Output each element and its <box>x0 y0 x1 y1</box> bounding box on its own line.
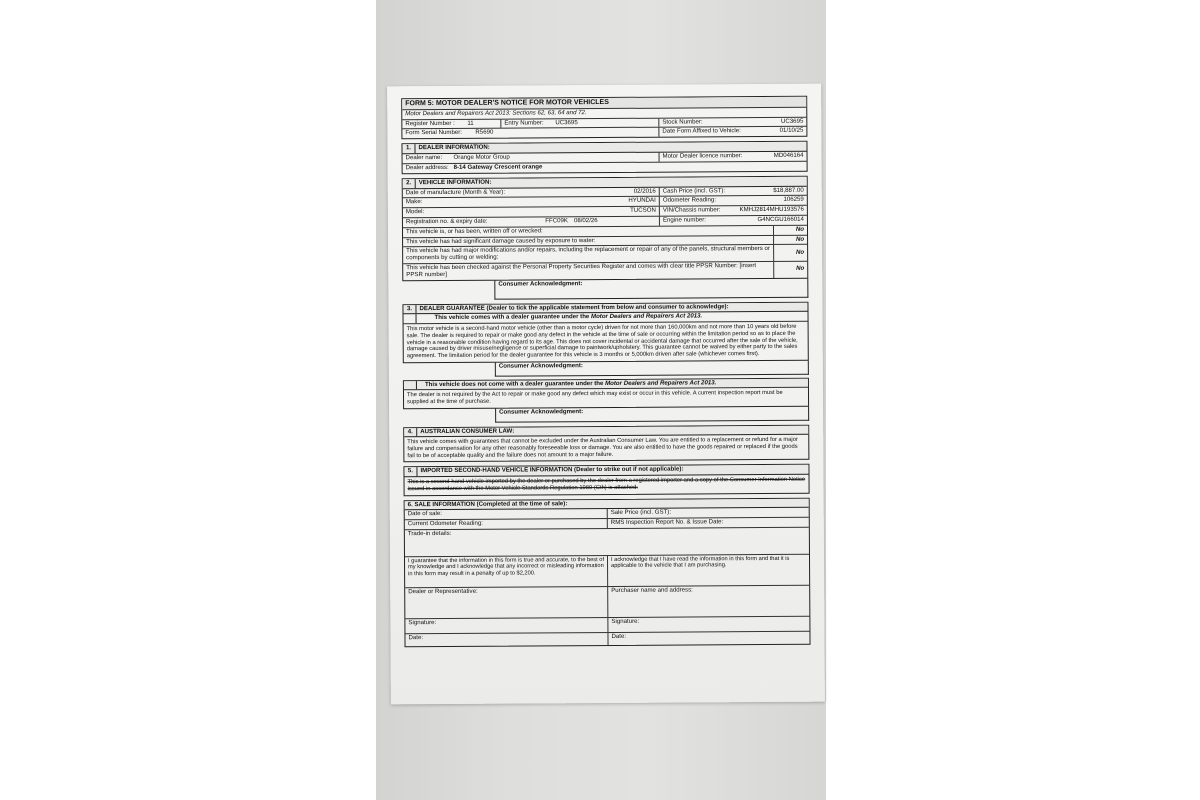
vin-value: KMHJ2814MHU193576 <box>739 205 804 214</box>
dealer-signature-label: Signature: <box>408 619 437 627</box>
guarantee-option2-ack-label: Consumer Acknowledgment: <box>495 406 809 422</box>
question-row-text: This vehicle has had significant damage caused by exposure to water: <box>406 236 596 245</box>
manufacture-label: Date of manufacture (Month & Year): <box>405 188 506 196</box>
dealer-name-label: Dealer name: <box>405 154 443 162</box>
sale-section <box>404 497 811 647</box>
imported-section-number: 5. <box>404 468 417 477</box>
form-header <box>401 96 807 140</box>
acl-section-title: AUSTRALIAN CONSUMER LAW: <box>420 427 515 435</box>
serial-value: R5690 <box>475 129 494 137</box>
dealer-notice-form <box>401 96 810 647</box>
make-label: Make: <box>405 198 423 206</box>
dealer-address-label: Dealer address: <box>405 163 449 172</box>
imported-section <box>403 464 809 496</box>
model-value: TUCSON <box>630 206 656 214</box>
dealer-date-label: Date: <box>408 634 424 642</box>
form-title: FORM 5: MOTOR DEALER'S NOTICE FOR MOTOR VEHICLES <box>405 98 609 108</box>
trade-in-label: Trade-in details: <box>407 529 452 538</box>
cash-price-value: $18,887.00 <box>773 186 804 194</box>
question-row-answer: No <box>773 262 807 278</box>
purchaser-name-label: Purchaser name and address: <box>607 586 809 617</box>
affixed-value: 01/10/25 <box>779 127 804 135</box>
vin-label: VIN/Chassis number: <box>659 206 731 215</box>
imported-text: This is a second-hand vehicle imported by the dealer or purchased by the dealer from a registered importer and a copy of the Consumer Information Notice issued in accordance with the Motor Vehicle Standards Regulation 1989 (Cth) is attached. <box>407 477 806 493</box>
register-value: 11 <box>467 119 474 127</box>
dealer-licence-value: MD046164 <box>773 151 804 160</box>
guarantee-option1-checkbox[interactable] <box>404 315 417 324</box>
question-row-text: This vehicle has had major modifications and/or repairs, including the replacement or repair of any of the panels, structural members or components by cutting or welding: <box>406 245 770 262</box>
guarantee-section-number: 3. <box>403 305 416 314</box>
rego-expiry: 08/02/26 <box>573 217 598 225</box>
dealer-statement: I guarantee that the information in this form is true and accurate, to the best of my knowledge and I acknowledge that any incorrect or misleading information in this form may result in a penalty of up to $2,200. <box>407 557 605 577</box>
purchaser-signature-label: Signature: <box>607 617 809 632</box>
vehicle-section-number: 2. <box>403 179 416 188</box>
sale-date-label: Date of sale: <box>407 510 442 518</box>
dealer-licence-label: Motor Dealer licence number: <box>659 152 763 161</box>
engine-value: G4NCGU166014 <box>757 215 804 224</box>
engine-label: Engine number: <box>659 216 739 225</box>
make-value: HYUNDAI <box>628 197 656 205</box>
entry-value: UC3695 <box>555 118 578 126</box>
guarantee-section <box>402 301 808 362</box>
question-row-text: This vehicle is, or has been, written off or wrecked: <box>405 227 543 235</box>
vehicle-ack-row <box>402 278 808 299</box>
current-odometer-label: Current Odometer Reading: <box>407 519 484 528</box>
model-label: Model: <box>405 208 425 216</box>
imported-section-title: IMPORTED SECOND-HAND VEHICLE INFORMATION (Dealer to strike out if not applicable): <box>420 465 684 475</box>
serial-label: Form Serial Number: <box>405 129 462 137</box>
question-row-answer: No <box>773 235 807 244</box>
affixed-label: Date Form Affixed to Vehicle: <box>658 128 758 137</box>
odometer-label: Odometer Reading: <box>659 197 739 206</box>
cash-price-label: Cash Price (incl. GST): <box>659 187 739 196</box>
question-row-text: This vehicle has been checked against the Personal Property Securities Register and comes with clear title PPSR Number: [insert PPSR number] <box>406 262 757 279</box>
manufacture-value: 02/2016 <box>633 187 656 195</box>
sale-section-title: 6. SALE INFORMATION (Completed at the time of sale): <box>407 499 568 508</box>
guarantee-option2-title-text: This vehicle does not come with a dealer guarantee under the <box>424 379 606 388</box>
dealer-rep-label: Dealer or Representative: <box>408 587 478 596</box>
register-label: Register Number : <box>405 119 455 127</box>
guarantee-option1-title-text: This vehicle comes with a dealer guarantee under the <box>434 313 592 322</box>
acl-section <box>403 424 809 462</box>
acl-section-number: 4. <box>404 428 417 437</box>
stock-label: Stock Number: <box>658 118 748 127</box>
vehicle-section <box>402 175 809 280</box>
entry-label: Entry Number: <box>500 119 552 128</box>
guarantee-section-title: DEALER GUARANTEE (Dealer to tick the applicable statement from below and consumer to acknowledge): <box>419 302 729 312</box>
guarantee-option2-checkbox[interactable] <box>404 381 417 390</box>
dealer-section-number: 1. <box>402 144 415 153</box>
dealer-address-value: 8-14 Gateway Crescent orange <box>453 163 543 171</box>
rms-report-label: RMS Inspection Report No. & Issue Date: <box>607 518 809 528</box>
dealer-section-title: DEALER INFORMATION: <box>418 143 490 152</box>
stock-value: UC3695 <box>780 117 804 125</box>
guarantee-option1-ack-row <box>403 360 809 376</box>
purchaser-statement: I acknowledge that I have read the information in this form and that it is applicable to the vehicle that I am purchasing. <box>607 555 809 586</box>
act-line: Motor Dealers and Repairers Act 2013: Sections 62, 63, 64 and 72. <box>405 108 587 118</box>
dealer-section <box>401 141 807 174</box>
question-row-answer: No <box>773 226 807 235</box>
guarantee-option2-text: The dealer is not required by the Act to repair or make good any defect which may exist or occur in this vehicle. A current inspection report must be supplied at the time of purchase. <box>406 390 783 406</box>
odometer-value: 106259 <box>783 196 804 204</box>
purchaser-date-label: Date: <box>607 632 809 645</box>
vehicle-section-title: VEHICLE INFORMATION: <box>418 178 492 186</box>
guarantee-option1-ack-label: Consumer Acknowledgment: <box>495 360 809 376</box>
paper-sheet <box>387 84 825 705</box>
vehicle-ack-label: Consumer Acknowledgment: <box>494 278 808 299</box>
rego-label: Registration no. & expiry date: <box>405 217 488 226</box>
dealer-name-value: Orange Motor Group <box>453 153 510 162</box>
guarantee-option2 <box>403 377 809 409</box>
question-row-answer: No <box>773 245 807 261</box>
guarantee-option1-text: This motor vehicle is a second-hand motor vehicle (other than a motor cycle) driven for not more than 160,000km and not more than 10 years old before sale. The dealer is required to repair or make good any defect in the vehicle at the time of sale or occurring within the limitation period so as to place the vehicle in a reasonable condition having regard to its age. This does not cover incidental or accidental damage that occurred after the sale of the vehicle, damage caused by driver misuse/negligence or superficial damage to paintwork/upholstery. This guarantee cannot be waived by either party to the sales agreement. The limitation period for the dealer guarantee for this vehicle is 3 months or 5,000km driven after sale (whichever comes first). <box>406 324 798 360</box>
guarantee-option2-act: Motor Dealers and Repairers Act 2013. <box>605 378 717 387</box>
rego-value: FFC09K <box>545 217 568 225</box>
acl-text: This vehicle comes with guarantees that cannot be excluded under the Australian Consumer Law. You are entitled to a replacement or refund for a major failure and compensation for any other reasonably foreseeable loss or damage. You are also entitled to have the goods repaired or replaced if the goods fail to be of acceptable quality and the failure does not amount to a major failure. <box>407 437 798 460</box>
guarantee-option2-ack-row <box>403 406 809 422</box>
sale-price-label: Sale Price (incl. GST): <box>607 508 809 518</box>
guarantee-option1-act: Motor Dealers and Repairers Act 2013. <box>590 312 703 321</box>
